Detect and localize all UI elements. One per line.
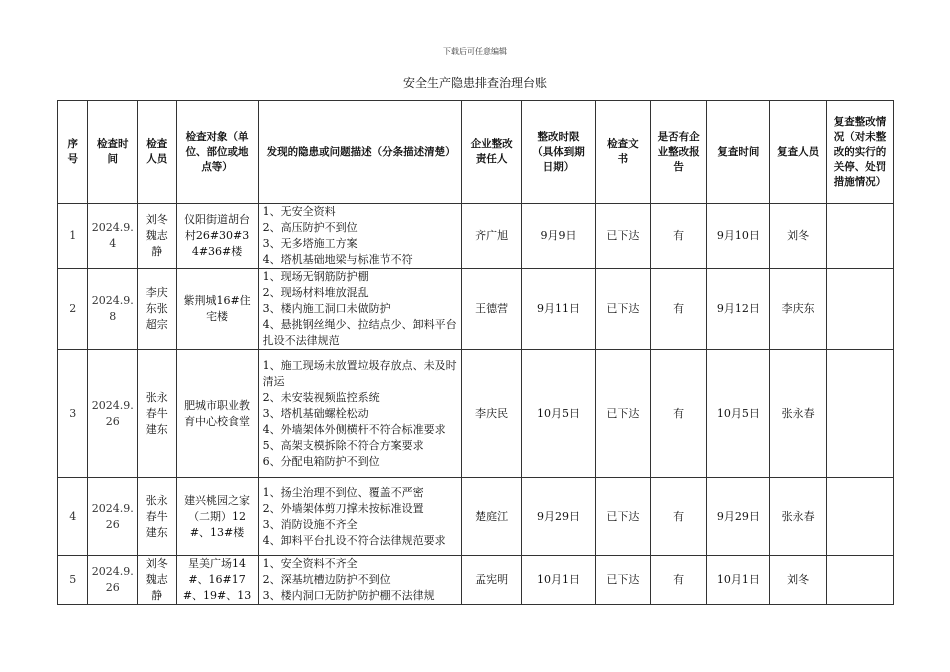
cell-recheck-result [827,556,894,605]
cell-date: 2024.9.26 [88,556,138,605]
cell-target: 建兴桃园之家（二期）12#、13#楼 [176,478,258,556]
issue-line: 3、楼内洞口无防护防护棚不法律规 [262,589,435,602]
cell-recheck-date: 10月1日 [707,556,770,605]
cell-recheck-result [827,478,894,556]
table-header-row [58,101,894,204]
cell-target: 肥城市职业教育中心校食堂 [176,350,258,478]
cell-inspectors: 刘冬魏志静 [138,204,177,269]
cell-date: 2024.9.26 [88,478,138,556]
cell-recheck-result [827,350,894,478]
issue-line: 1、无安全资料 [262,205,336,218]
cell-recheck-person: 刘冬 [770,204,827,269]
cell-report: 有 [650,269,707,350]
cell-document: 已下达 [596,478,651,556]
cell-recheck-person: 刘冬 [770,556,827,605]
cell-responsible: 楚庭江 [462,478,522,556]
cell-issues [258,269,462,350]
col-header-issues: 发现的隐患或问题描述（分条描述清楚） [258,101,462,204]
cell-report: 有 [650,556,707,605]
issue-line: 3、无多塔施工方案 [262,237,358,250]
cell-responsible: 孟宪明 [462,556,522,605]
issue-line: 1、安全资料不齐全 [262,557,358,570]
cell-responsible: 王德营 [462,269,522,350]
cell-issues [258,350,462,478]
cell-date: 2024.9.26 [88,350,138,478]
col-header-inspectors: 检查人员 [138,101,177,204]
cell-report: 有 [650,350,707,478]
issue-line: 3、塔机基础螺栓松动 [262,406,369,420]
cell-document: 已下达 [596,269,651,350]
table-row [58,556,894,605]
cell-issues [258,478,462,556]
col-header-recheck-result: 复查整改情况（对未整改的实行的关停、处罚措施情况） [827,101,894,204]
issue-line: 4、塔机基础地梁与标准节不符 [262,253,413,266]
table-row [58,204,894,269]
table-row [58,269,894,350]
page-title: 安全生产隐患排查治理台账 [402,76,547,90]
col-header-recheck-person: 复查人员 [770,101,827,204]
issue-line: 4、外墙架体外侧横杆不符合标准要求 [262,422,446,436]
issue-line: 1、扬尘治理不到位、覆盖不严密 [262,485,424,499]
issue-line: 3、消防设施不齐全 [262,517,358,531]
cell-deadline: 9月11日 [522,269,596,350]
cell-issues [258,556,462,605]
cell-responsible: 齐广旭 [462,204,522,269]
issue-line: 5、高架支模拆除不符合方案要求 [262,438,424,452]
cell-no: 1 [58,204,88,269]
issue-line: 2、未安装视频监控系统 [262,390,380,404]
col-header-deadline: 整改时限（具体到期日期） [522,101,596,204]
issue-line: 2、现场材料堆放混乱 [262,286,369,299]
cell-deadline: 10月5日 [522,350,596,478]
col-header-report: 是否有企业整改报告 [650,101,707,204]
cell-deadline: 9月29日 [522,478,596,556]
col-header-no: 序号 [58,101,88,204]
table-row [58,478,894,556]
cell-recheck-date: 9月12日 [707,269,770,350]
cell-target: 星美广场14#、16#17#、19#、13 [176,556,258,605]
cell-deadline: 9月9日 [522,204,596,269]
cell-recheck-date: 10月5日 [707,350,770,478]
cell-inspectors: 李庆东张超宗 [138,269,177,350]
cell-no: 3 [58,350,88,478]
cell-deadline: 10月1日 [522,556,596,605]
col-header-target: 检查对象（单位、部位或地点等） [176,101,258,204]
cell-inspectors: 张永春牛建东 [138,478,177,556]
cell-recheck-date: 9月10日 [707,204,770,269]
issue-line: 6、分配电箱防护不到位 [262,454,380,468]
cell-recheck-person: 张永春 [770,478,827,556]
cell-recheck-person: 张永春 [770,350,827,478]
cell-report: 有 [650,478,707,556]
cell-recheck-date: 9月29日 [707,478,770,556]
cell-document: 已下达 [596,556,651,605]
issue-line: 1、施工现场未放置垃圾存放点、未及时清运 [262,358,457,388]
col-header-document: 检查文书 [596,101,651,204]
download-note: 下载后可任意编辑 [443,47,507,56]
cell-recheck-person: 李庆东 [770,269,827,350]
cell-recheck-result [827,269,894,350]
cell-document: 已下达 [596,204,651,269]
cell-date: 2024.9.8 [88,269,138,350]
cell-issues [258,204,462,269]
cell-inspectors: 张永春牛建东 [138,350,177,478]
issue-line: 2、深基坑槽边防护不到位 [262,573,391,586]
cell-no: 2 [58,269,88,350]
cell-document: 已下达 [596,350,651,478]
cell-no: 5 [58,556,88,605]
table-row [58,350,894,478]
col-header-recheck-date: 复查时间 [707,101,770,204]
col-header-responsible: 企业整改责任人 [462,101,522,204]
issue-line: 3、楼内施工洞口未做防护 [262,302,391,315]
cell-date: 2024.9.4 [88,204,138,269]
cell-recheck-result [827,204,894,269]
issue-line: 4、卸料平台扎设不符合法律规范要求 [262,533,446,547]
cell-target: 仪阳街道胡台村26#30#34#36#楼 [176,204,258,269]
issue-line: 2、高压防护不到位 [262,221,358,234]
cell-report: 有 [650,204,707,269]
hazard-ledger-table [57,100,894,605]
issue-line: 2、外墙架体剪刀撑未按标准设置 [262,501,424,515]
issue-line: 4、悬挑钢丝绳少、拉结点少、卸料平台扎设不法律规范 [262,318,457,347]
col-header-date: 检查时间 [88,101,138,204]
issue-line: 1、现场无钢筋防护棚 [262,270,369,283]
cell-inspectors: 刘冬魏志静 [138,556,177,605]
cell-no: 4 [58,478,88,556]
cell-target: 紫荆城16#住宅楼 [176,269,258,350]
cell-responsible: 李庆民 [462,350,522,478]
